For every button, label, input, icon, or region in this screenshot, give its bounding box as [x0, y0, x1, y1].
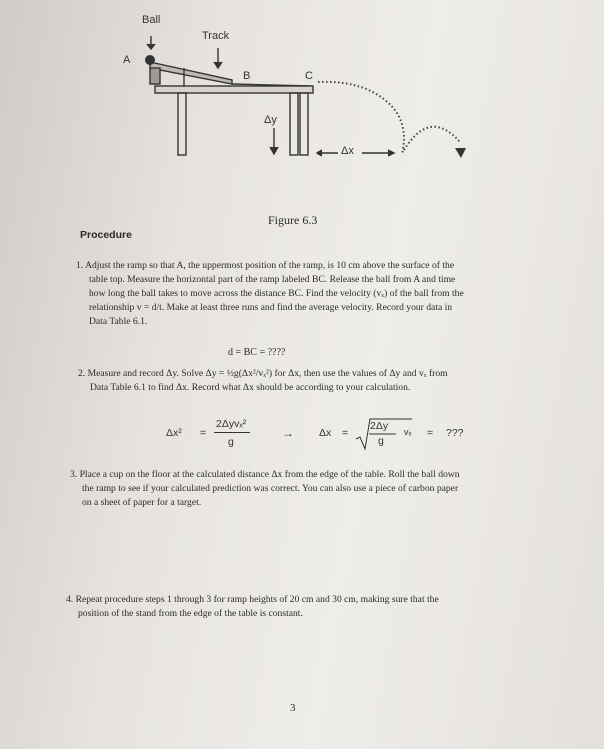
eq-equals-3: =: [427, 427, 434, 439]
eq-vx: vₓ: [404, 427, 412, 437]
procedure-heading: Procedure: [80, 229, 132, 241]
eq-root-numerator: 2Δy: [370, 420, 389, 432]
table-leg-inner: [300, 93, 308, 155]
step-1-line: Data Table 6.1.: [89, 316, 148, 327]
step-1-line: 1. Adjust the ramp so that A, the uppermost position of the ramp, is 10 cm above the surface of the: [76, 260, 455, 271]
eq-numerator: 2Δyvₓ²: [216, 418, 247, 430]
step-3-line: the ramp to see if your calculated prediction was correct. You can also use a piece of carbon paper: [82, 483, 459, 494]
table-top: [155, 86, 313, 93]
eq-fraction-bar: [214, 432, 250, 433]
eq-equals-2: =: [342, 427, 349, 439]
eq-dx: Δx: [319, 427, 332, 439]
table-leg-right: [290, 93, 298, 155]
label-a: A: [123, 54, 131, 66]
step-1-line: table top. Measure the horizontal part of the ramp labeled BC. Release the ball from A and time: [89, 274, 456, 285]
step-2-line: 2. Measure and record Δy. Solve Δy = ½g(Δx²/vₓ²) for Δx, then use the values of Δy and vₓ from: [78, 368, 448, 379]
label-track: Track: [202, 30, 230, 42]
label-b: B: [243, 70, 251, 82]
eq-result: ???: [446, 427, 464, 439]
step-4-line: position of the stand from the edge of the table is constant.: [78, 608, 303, 619]
label-delta-y: Δy: [264, 114, 277, 126]
step-2-line: Data Table 6.1 to find Δx. Record what Δx should be according to your calculation.: [90, 382, 411, 393]
figure-caption: Figure 6.3: [268, 213, 318, 227]
step-4-line: 4. Repeat procedure steps 1 through 3 for ramp heights of 20 cm and 30 cm, making sure that the: [66, 594, 439, 605]
eq-root-denominator: g: [378, 435, 384, 447]
ramp-diagram: [0, 0, 604, 210]
step-1-line: relationship v = d/t. Make at least three runs and find the average velocity. Record your data in: [89, 302, 453, 313]
table-leg-left: [178, 93, 186, 155]
bounce-path: [404, 127, 460, 150]
label-delta-x: Δx: [341, 145, 354, 157]
page-number: 3: [290, 702, 296, 714]
label-ball: Ball: [142, 14, 161, 26]
step-3-line: on a sheet of paper for a target.: [82, 497, 202, 508]
step-3-line: 3. Place a cup on the floor at the calculated distance Δx from the edge of the table. Roll the ball down: [70, 469, 460, 480]
step-1-line: how long the ball takes to move across the distance BC. Find the velocity (vₓ) of the ball from the: [89, 288, 464, 299]
eq-denominator: g: [228, 436, 234, 448]
d-equation: d = BC = ????: [228, 347, 286, 358]
ball: [145, 55, 155, 65]
ramp-stand: [150, 68, 160, 84]
landing-arrow: [455, 148, 466, 158]
trajectory: [318, 82, 404, 154]
eq-lhs: Δx²: [166, 427, 182, 439]
eq-equals: =: [200, 427, 207, 439]
label-c: C: [305, 70, 313, 82]
eq-arrow: →: [282, 426, 294, 440]
